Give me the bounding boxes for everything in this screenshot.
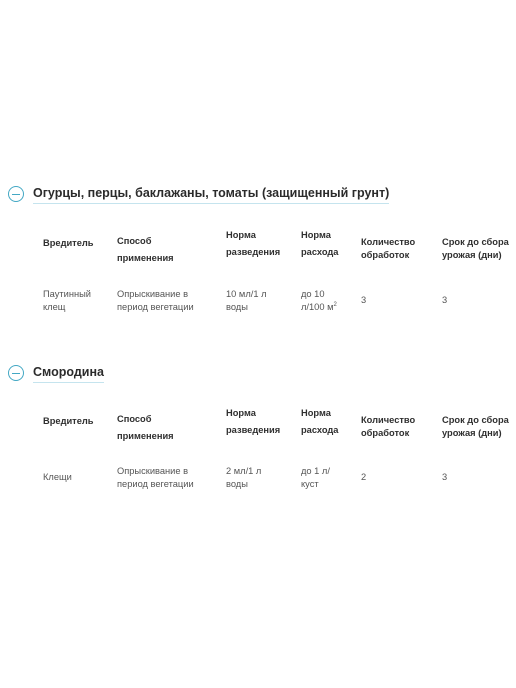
cell-rate: до 1 л/ куст xyxy=(301,466,330,489)
header-count: Количество обработок xyxy=(361,237,416,260)
header-method: Способ применения xyxy=(117,414,174,441)
header-harvest: Срок до сбора урожая (дни) xyxy=(442,237,509,260)
header-pest: Вредитель xyxy=(43,416,94,426)
cell-count: 2 xyxy=(361,472,367,482)
header-dilution: Норма разведения xyxy=(226,230,281,257)
cell-harvest: 3 xyxy=(442,472,448,482)
header-rate: Норма расхода xyxy=(301,230,339,257)
cell-method: Опрыскивание в период вегетации xyxy=(117,466,194,489)
cell-count: 3 xyxy=(361,295,367,305)
section-currant xyxy=(0,355,516,525)
collapse-minus-icon[interactable] xyxy=(8,186,24,202)
header-method: Способ применения xyxy=(117,236,174,263)
header-pest: Вредитель xyxy=(43,238,94,248)
collapse-minus-icon[interactable] xyxy=(8,365,24,381)
cell-dilution: 10 мл/1 л воды xyxy=(226,289,267,312)
section-title: Огурцы, перцы, баклажаны, томаты (защищенный грунт) xyxy=(33,185,389,204)
header-count: Количество обработок xyxy=(361,415,416,438)
header-rate: Норма расхода xyxy=(301,408,339,435)
section-title: Смородина xyxy=(33,364,104,383)
cell-pest: Клещи xyxy=(43,472,72,482)
cell-dilution: 2 мл/1 л воды xyxy=(226,466,262,489)
unit-superscript: 2 xyxy=(333,301,337,308)
header-harvest: Срок до сбора урожая (дни) xyxy=(442,415,509,438)
cell-harvest: 3 xyxy=(442,295,448,305)
section-header[interactable] xyxy=(8,182,389,206)
cell-method: Опрыскивание в период вегетации xyxy=(117,289,194,312)
section-vegetables xyxy=(0,176,516,346)
cell-pest: Паутинный клещ xyxy=(43,289,91,312)
section-header[interactable] xyxy=(8,361,104,385)
header-dilution: Норма разведения xyxy=(226,408,281,435)
cell-rate: до 10 л/100 $м^2$ xyxy=(301,289,337,312)
